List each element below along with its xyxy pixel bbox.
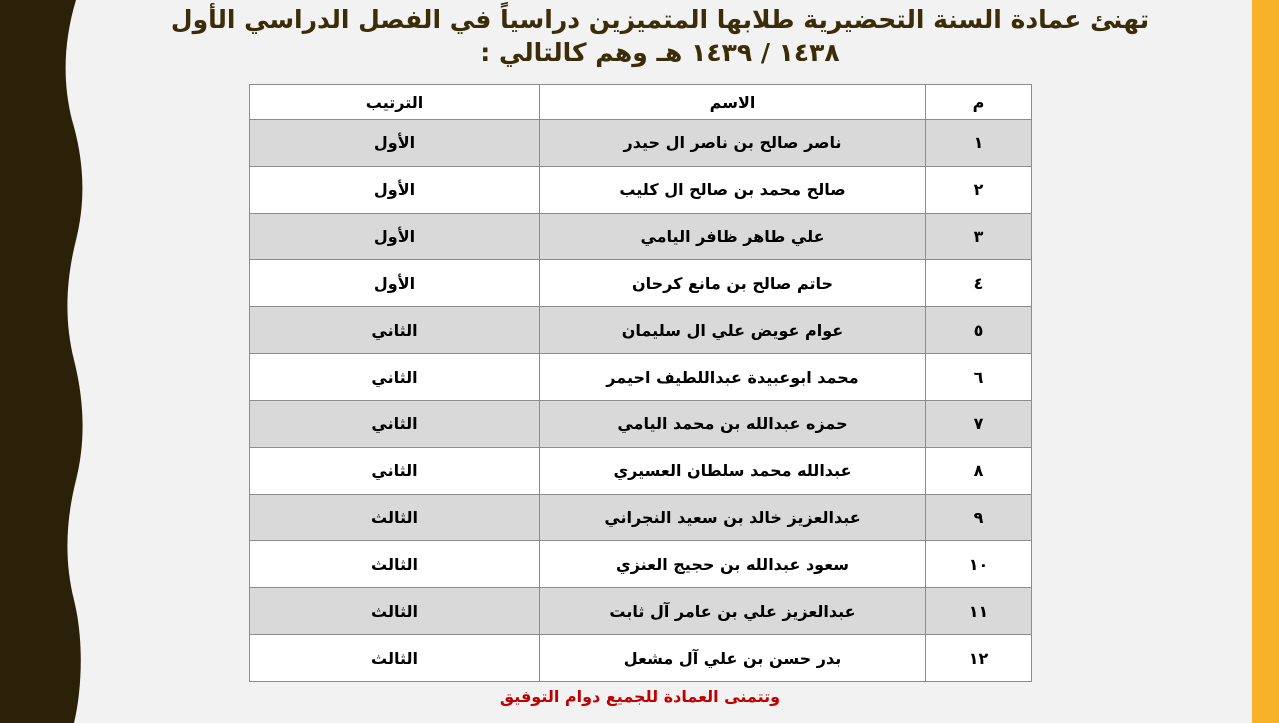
table-row — [250, 166, 1032, 213]
table-row — [250, 120, 1032, 167]
footer-message: وتتمنى العمادة للجميع دوام التوفيق — [499, 687, 781, 706]
student-name: علي طاهر ظافر اليامي — [540, 213, 926, 260]
student-name: عبدالله محمد سلطان العسيري — [540, 447, 926, 494]
student-rank: الأول — [250, 120, 540, 167]
table-row — [250, 213, 1032, 260]
row-number: ٧ — [926, 400, 1032, 447]
left-wave-decoration — [0, 0, 140, 723]
row-number: ٢ — [926, 166, 1032, 213]
student-rank: الثاني — [250, 447, 540, 494]
student-rank: الثالث — [250, 541, 540, 588]
table-row — [250, 447, 1032, 494]
student-name: حمزه عبدالله بن محمد اليامي — [540, 400, 926, 447]
row-number: ٥ — [926, 307, 1032, 354]
student-rank: الثالث — [250, 588, 540, 635]
row-number: ٨ — [926, 447, 1032, 494]
column-header-rank: الترتيب — [250, 85, 540, 120]
student-name: سعود عبدالله بن حجيج العنزي — [540, 541, 926, 588]
table-row — [250, 494, 1032, 541]
header-title-line1: تهنئ عمادة السنة التحضيرية طلابها المتميزين دراسياً في الفصل الدراسي الأول — [170, 5, 1150, 34]
students-table — [249, 84, 1032, 682]
student-rank: الثالث — [250, 494, 540, 541]
student-rank: الثاني — [250, 354, 540, 401]
right-accent-bar — [1252, 0, 1279, 723]
student-rank: الثاني — [250, 307, 540, 354]
row-number: ١ — [926, 120, 1032, 167]
page-header — [110, 2, 1210, 68]
student-rank: الثالث — [250, 635, 540, 682]
student-rank: الثاني — [250, 400, 540, 447]
student-name: بدر حسن بن علي آل مشعل — [540, 635, 926, 682]
row-number: ١١ — [926, 588, 1032, 635]
row-number: ٩ — [926, 494, 1032, 541]
student-name: ناصر صالح بن ناصر ال حيدر — [540, 120, 926, 167]
row-number: ٣ — [926, 213, 1032, 260]
student-name: محمد ابوعبيدة عبداللطيف احيمر — [540, 354, 926, 401]
table-row — [250, 260, 1032, 307]
table-row — [250, 354, 1032, 401]
student-rank: الأول — [250, 166, 540, 213]
student-rank: الأول — [250, 213, 540, 260]
student-name: عبدالعزيز خالد بن سعيد النجراني — [540, 494, 926, 541]
row-number: ١٠ — [926, 541, 1032, 588]
student-rank: الأول — [250, 260, 540, 307]
header-title-line2: ١٤٣٨ / ١٤٣٩ هـ وهم كالتالي : — [480, 38, 840, 67]
student-name: عوام عويض علي ال سليمان — [540, 307, 926, 354]
row-number: ٦ — [926, 354, 1032, 401]
table-header-row — [250, 85, 1032, 120]
student-name: صالح محمد بن صالح ال كليب — [540, 166, 926, 213]
row-number: ١٢ — [926, 635, 1032, 682]
row-number: ٤ — [926, 260, 1032, 307]
student-name: حاتم صالح بن مانع كرحان — [540, 260, 926, 307]
column-header-name: الاسم — [540, 85, 926, 120]
table-row — [250, 541, 1032, 588]
table-row — [250, 635, 1032, 682]
column-header-num: م — [926, 85, 1032, 120]
student-name: عبدالعزيز علي بن عامر آل ثابت — [540, 588, 926, 635]
table-row — [250, 307, 1032, 354]
table-row — [250, 588, 1032, 635]
table-row — [250, 400, 1032, 447]
